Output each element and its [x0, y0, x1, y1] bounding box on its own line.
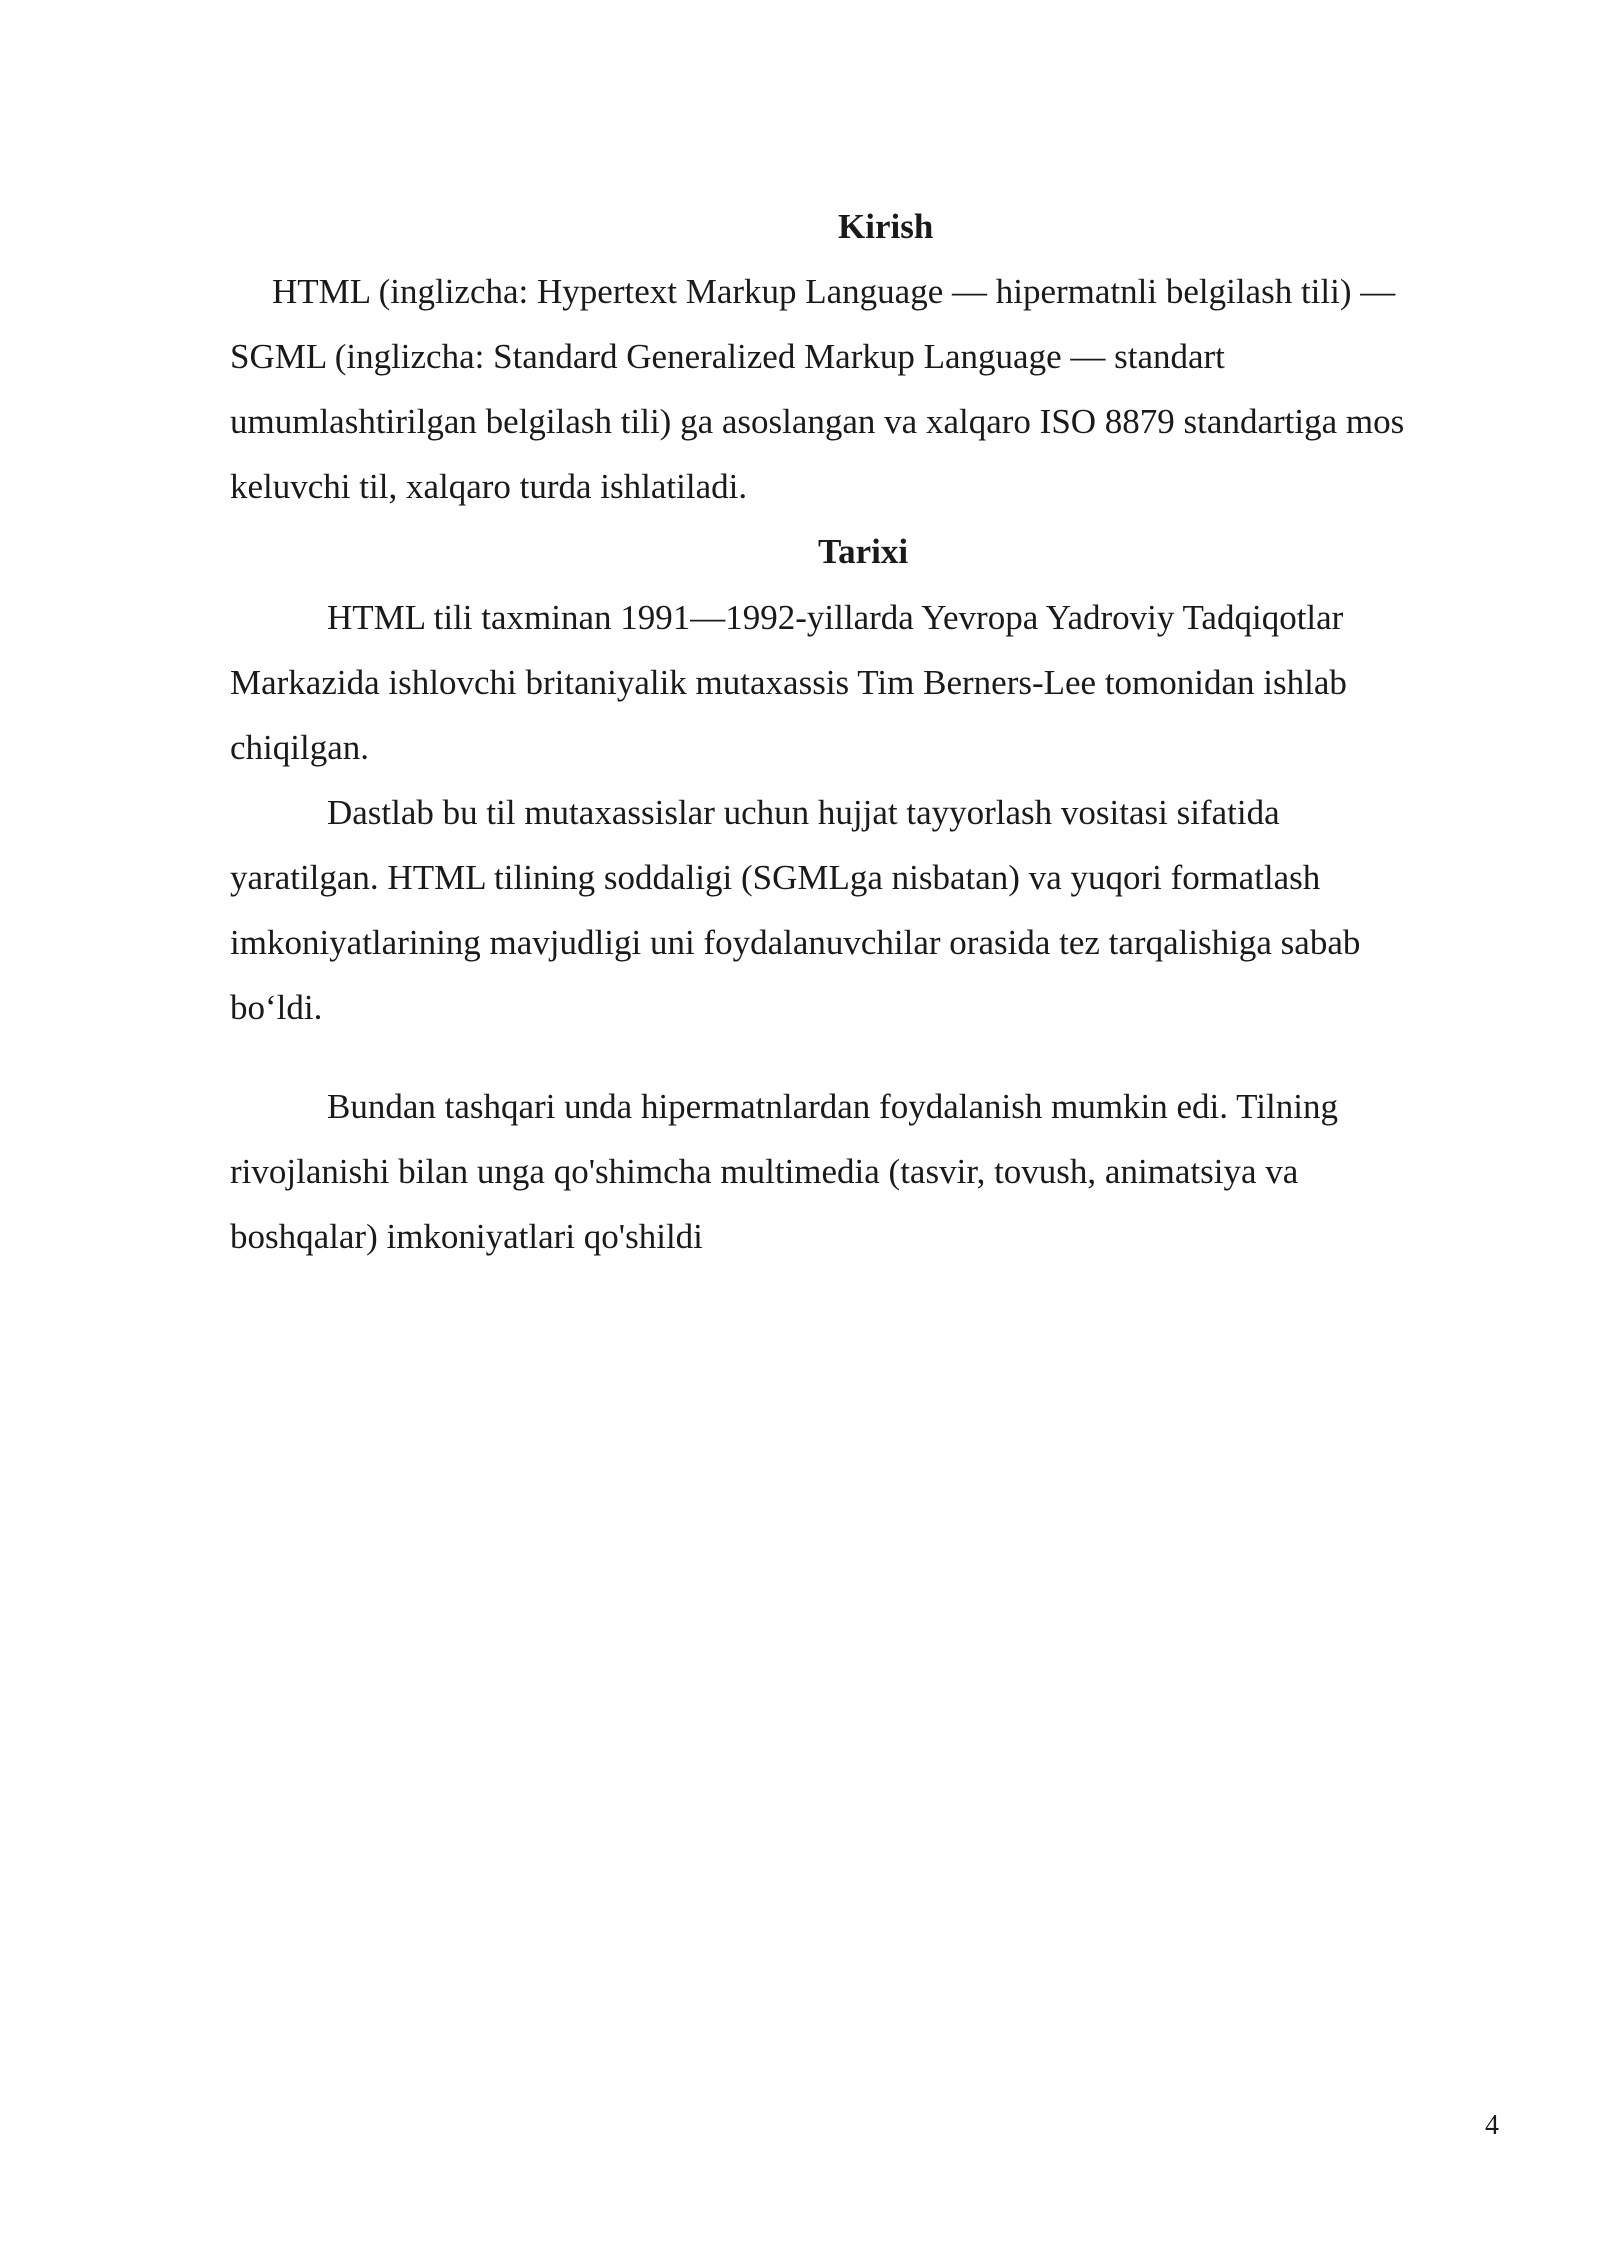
text-line: imkoniyatlarining mavjudligi uni foydalanuvchilar orasida tez tarqalishiga sabab [230, 923, 1361, 962]
text-line: HTML tili taxminan 1991—1992-yillarda Yevropa Yadroviy Tadqiqotlar [327, 598, 1344, 637]
text-line: umumlashtirilgan belgilash tili) ga asoslangan va xalqaro ISO 8879 standartiga mos [230, 402, 1405, 441]
text-line: HTML (inglizcha: Hypertext Markup Language — hipermatnli belgilash tili) — [272, 272, 1396, 311]
text-line: chiqilgan. [230, 728, 369, 767]
text-line: Bundan tashqari unda hipermatnlardan foydalanish mumkin edi. Tilning [327, 1087, 1338, 1126]
text-line: boshqalar) imkoniyatlari qo'shildi [230, 1217, 703, 1256]
text-line: Markazida ishlovchi britaniyalik mutaxassis Tim Berners-Lee tomonidan ishlab [230, 663, 1347, 702]
text-line: SGML (inglizcha: Standard Generalized Markup Language — standart [230, 337, 1225, 376]
paragraph-tarixi-multimedia [230, 1074, 1530, 1269]
text-line: bo‘ldi. [230, 988, 323, 1027]
text-line: Dastlab bu til mutaxassislar uchun hujjat tayyorlash vositasi sifatida [327, 793, 1280, 832]
text-line: keluvchi til, xalqaro turda ishlatiladi. [230, 467, 748, 506]
section-heading-kirish: Kirish [838, 207, 934, 246]
text-line: rivojlanishi bilan unga qo'shimcha multimedia (tasvir, tovush, animatsiya va [230, 1152, 1299, 1191]
paragraph-kirish-intro [230, 259, 1530, 519]
section-heading-tarixi: Tarixi [818, 532, 909, 571]
text-line: yaratilgan. HTML tilining soddaligi (SGMLga nisbatan) va yuqori formatlash [230, 858, 1321, 897]
paragraph-tarixi-origin [230, 585, 1530, 780]
page-number: 4 [1485, 2110, 1499, 2141]
paragraph-tarixi-purpose [230, 780, 1530, 1040]
